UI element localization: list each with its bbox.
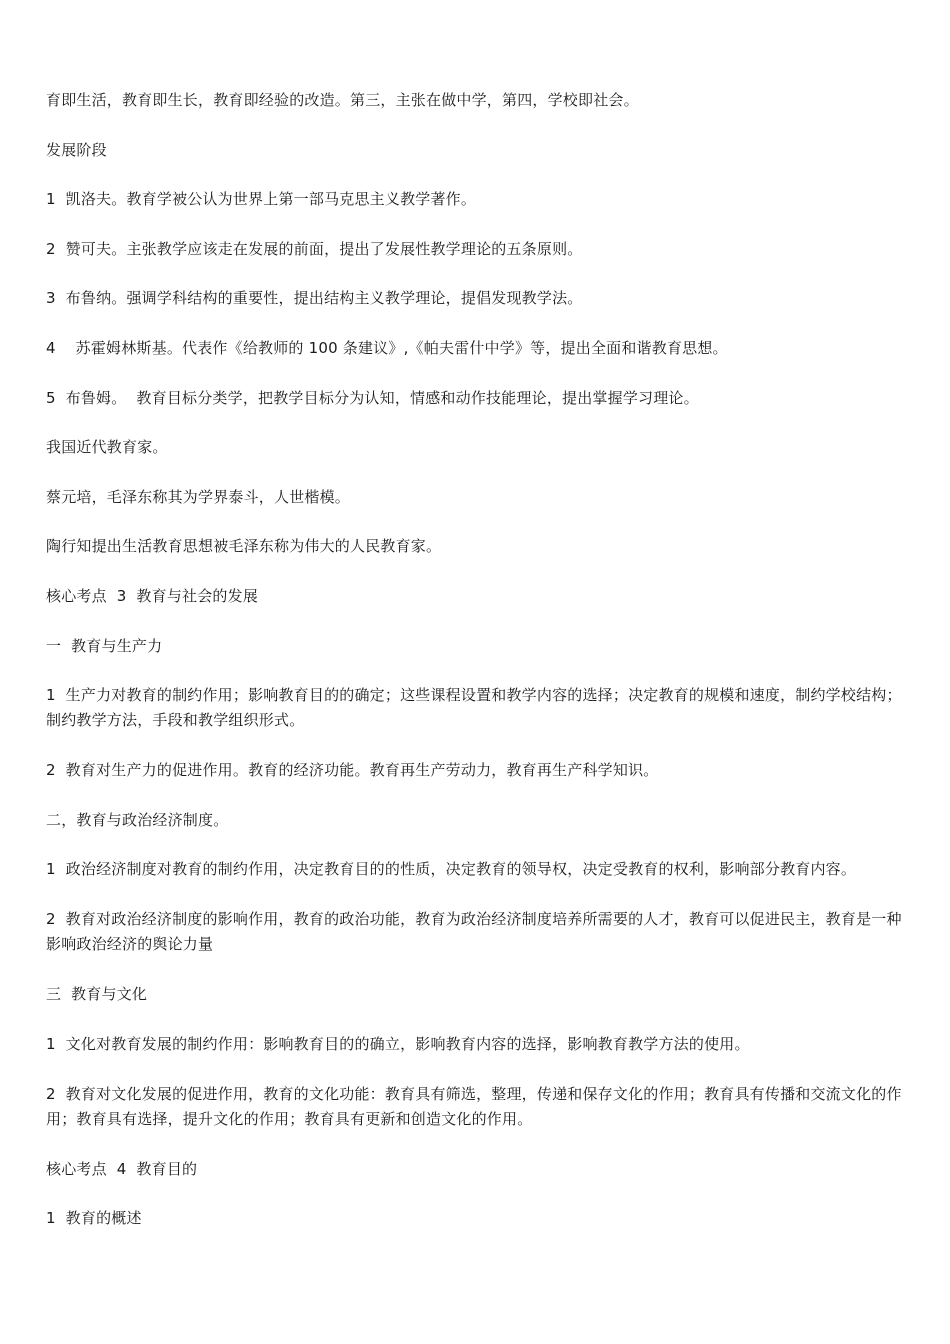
subsection-heading: 二，教育与政治经济制度。 [46,810,229,829]
list-item: 1 文化对教育发展的制约作用：影响教育目的的确立，影响教育内容的选择，影响教育教学方法的使用。 [46,1034,750,1053]
paragraph: 陶行知提出生活教育思想被毛泽东称为伟大的人民教育家。 [46,537,442,556]
paragraph: 育即生活，教育即生长，教育即经验的改造。第三，主张在做中学，第四，学校即社会。 [46,91,639,109]
subsection-heading: 三 教育与文化 [46,985,148,1004]
list-item: 2 教育对生产力的促进作用。教育的经济功能。教育再生产劳动力，教育再生产科学知识。 [46,761,659,780]
list-item: 4 苏霍姆林斯基。代表作《给教师的 100 条建议》,《帕夫雷什中学》等，提出全面和谐教育思想。 [46,338,728,357]
list-item: 1 凯洛夫。教育学被公认为世界上第一部马克思主义教学著作。 [46,190,477,209]
section-heading: 我国近代教育家。 [46,438,168,457]
subsection-heading: 一 教育与生产力 [46,636,163,655]
paragraph: 蔡元培，毛泽东称其为学界泰斗，人世楷模。 [46,487,351,506]
list-item: 2 教育对文化发展的促进作用，教育的文化功能：教育具有筛选，整理，传递和保存文化的作用；教育具有传播和交流文化的作用；教育具有选择，提升文化的作用；教育具有更新和创造文化的作用。 [46,1084,902,1128]
list-item: 1 教育的概述 [46,1209,142,1228]
list-item: 3 布鲁纳。强调学科结构的重要性，提出结构主义教学理论，提倡发现教学法。 [46,289,583,308]
list-item: 2 赞可夫。主张教学应该走在发展的前面，提出了发展性教学理论的五条原则。 [46,239,583,258]
section-heading: 核心考点 4 教育目的 [46,1159,198,1178]
list-item: 1 生产力对教育的制约作用；影响教育目的的确定；这些课程设置和教学内容的选择；决定教育的规模和速度，制约学校结构；制约教学方法，手段和教学组织形式。 [46,686,902,730]
document-page [46,88,912,1256]
section-heading: 核心考点 3 教育与社会的发展 [46,586,259,605]
list-item: 5 布鲁姆。 教育目标分类学，把教学目标分为认知，情感和动作技能理论，提出掌握学习理论。 [46,388,699,407]
section-heading: 发展阶段 [46,140,107,159]
list-item: 1 政治经济制度对教育的制约作用，决定教育目的的性质，决定教育的领导权，决定受教育的权利，影响部分教育内容。 [46,860,857,879]
list-item: 2 教育对政治经济制度的影响作用，教育的政治功能，教育为政治经济制度培养所需要的人才，教育可以促进民主，教育是一种影响政治经济的舆论力量 [46,910,902,954]
